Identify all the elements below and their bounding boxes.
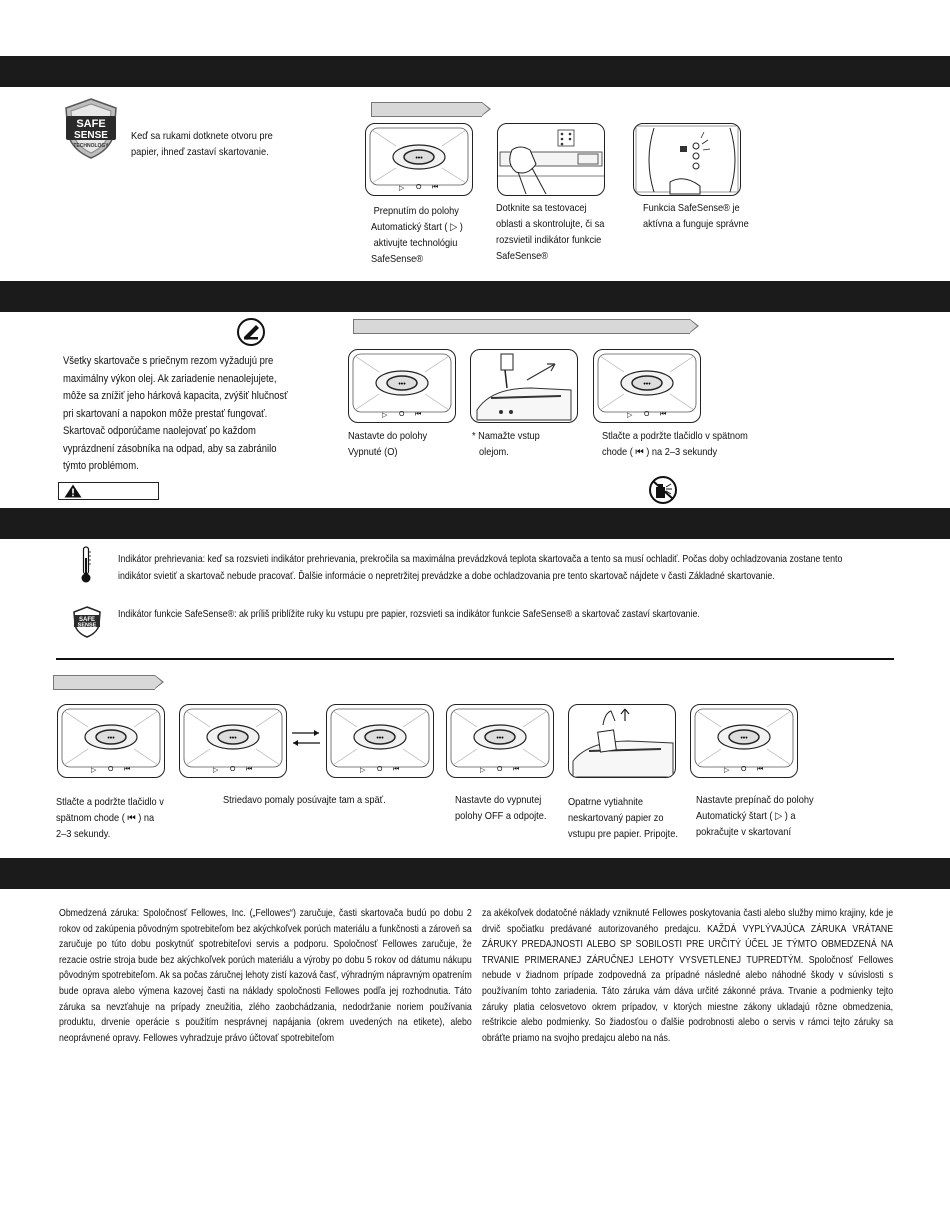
oil-paragraph: Všetky skartovače s priečnym rezom vyžadujú pre maximálny výkon olej. Ak zariadenie nenaolejujete, môže sa znížiť jeho hárková kapacita, zvýšiť hlučnosť pri skartovaní a napokon môže prestať fungovať. Skartovač odporúčame naolejovať po každom vyprázdnení zásobníka na odpad, aby sa zabránilo týmto problémom.	[63, 355, 288, 472]
panel-symbol-reverse: ⏮	[513, 766, 520, 773]
safesense-badge-icon	[60, 96, 122, 160]
warranty-left-column: Obmedzená záruka: Spoločnosť Fellowes, Inc. („Fellowes“) zaručuje, časti skartovača budú po dobu 2 rokov od zakúpenia pôvodným spotrebiteľom bez akýchkoľvek porúch materiálu a funkčnosti a zároveň sa zaručuje po túto dobu poskytnúť spotrebiteľovi servis a podporu. Spoločnosť Fellowes zaručuje, že rezacie ostrie stroja bude bez akýchkoľvek porúch materiálu a výroby po dobu 5 rokov od dátumu nákupu pôvodným spotrebiteľom. Ak sa počas záručnej lehoty zistí kazová časť, výhradným nápravným opatrením bude oprava alebo výmena kazovej časti na náklady spoločnosti Fellowes podľa jej rozhodnutia. Táto záruka sa nevzťahuje na prípady zneužitia, zlého zaobchádzania, nedodržanie noriem používania produktu, drvenie operácie s použitím nesprávnej napájania (okrem uvedených na etikete), alebo neoprávnené opravy. Fellowes vyhradzuje právo účtovať spotrebiteľom	[59, 908, 472, 1044]
panel-symbol-play: ▷	[627, 412, 633, 419]
svg-text:•••: •••	[107, 735, 115, 742]
panel-symbol-reverse: ⏮	[757, 766, 764, 773]
oil-step-2-text: * Namažte vstup olejom.	[472, 430, 540, 458]
jam-step-5-text: Nastavte prepínač do polohy Automatický štart ( ▷ ) a pokračujte v skartovaní	[696, 794, 814, 838]
divider-line	[56, 658, 894, 660]
jam-step-3-text: Nastavte do vypnutej polohy OFF a odpojte.	[455, 794, 547, 822]
jam-arrow	[53, 675, 155, 690]
panel-symbol-off: O	[377, 766, 383, 773]
panel-symbol-reverse: ⏮	[246, 766, 253, 773]
jam-panel-1	[57, 704, 165, 778]
section-header-warranty	[0, 858, 950, 889]
svg-text:•••: •••	[229, 735, 237, 742]
section-header-safesense	[0, 56, 950, 87]
safesense-indicator-text: Indikátor funkcie SafeSense®: ak príliš priblížite ruky ku vstupu pre papier, rozsvieti sa indikátor funkcie SafeSense® a skartovač zastaví skartovanie.	[118, 609, 700, 620]
jam-panel-2b	[326, 704, 434, 778]
safesense-panel-1	[365, 123, 473, 196]
panel-symbol-play: ▷	[213, 767, 219, 774]
panel-symbol-off: O	[399, 411, 405, 418]
panel-symbol-reverse: ⏮	[432, 184, 439, 191]
panel-symbol-play: ▷	[382, 412, 388, 419]
svg-text:•••: •••	[376, 735, 384, 742]
section-header-oiling	[0, 281, 950, 312]
badge-line-technology: TECHNOLOGY	[73, 143, 109, 149]
panel-symbol-play: ▷	[724, 767, 730, 774]
overheat-indicator-text: Indikátor prehrievania: keď sa rozsvieti indikátor prehrievania, prekročila sa maximálna prevádzková teplota skartovača a tento sa musí ochladiť. Počas doby ochladzovania zostane tento indikátor svietiť a skartovač nebude pracovať. Ďalšie informácie o nepretržitej prevádzke a dobe ochladzovania pre tento skartovač nájdete v časti Základné skartovanie.	[118, 554, 843, 582]
safesense-step-3-text: Funkcia SafeSense® je aktívna a funguje správne	[643, 202, 749, 230]
panel-symbol-reverse: ⏮	[660, 411, 667, 418]
svg-text:•••: •••	[415, 155, 423, 162]
panel-symbol-reverse: ⏮	[415, 411, 422, 418]
oil-step-1-text: Nastavte do polohy Vypnuté (O)	[348, 430, 428, 458]
jam-step-1-text: Stlačte a podržte tlačidlo v spätnom chode ( ⏮ ) na 2–3 sekundy.	[56, 796, 164, 840]
safesense-arrow	[371, 102, 482, 117]
panel-symbol-reverse: ⏮	[393, 766, 400, 773]
oil-panel-off	[348, 349, 456, 423]
jam-panel-5	[690, 704, 798, 778]
safesense-step-1-text: Prepnutím do polohy Automatický štart ( ▷ ) aktivujte technológiu SafeSense®	[371, 205, 463, 265]
panel-symbol-play: ▷	[399, 185, 405, 192]
svg-text:•••: •••	[398, 381, 406, 388]
panel-symbol-off: O	[416, 184, 422, 191]
panel-symbol-off: O	[741, 766, 747, 773]
jam-step-4-text: Opatrne vytiahnite neskartovaný papier zo vstupu pre papier. Pripojte.	[568, 796, 678, 840]
jam-panel-2a	[179, 704, 287, 778]
warning-box	[58, 482, 159, 500]
oil-arrow	[353, 319, 690, 334]
small-badge-sense: SENSE	[77, 622, 97, 629]
safesense-intro: Keď sa rukami dotknete otvoru pre papier, ihneď zastaví skartovanie.	[131, 130, 273, 158]
oil-panel-reverse	[593, 349, 701, 423]
jam-paper-removal-illustration	[568, 704, 676, 778]
warranty-right-column: za akékoľvek dodatočné náklady vzniknuté Fellowes poskytovania časti alebo služby mimo krajiny, kde je drvič spočiatku predávané autorizovaného predajcu. KAŽDÁ VYPLÝVAJÚCA ZÁRUKA VRÁTANE ZÁRUKY PREDAJNOSTI ALEBO SP SOBILOSTI PRE URČITÝ ÚČEL JE TÝMTO OBMEDZENÁ NA TRVANIE PRIMERANEJ ZÁRUČNEJ LEHOTY VYSVETLENEJ TUPREDTÝM. Spoločnosť Fellowes nebude v žiadnom prípade zodpovedná za prípadné následné alebo náhodné škody v súvislosti s používaním tohto zariadenia. Táto záruka vám dáva určité zákonné práva. Trvanie a podmienky tejto záruky platia celosvetovo okrem prípadov, v ktorých miestne zákony ukladajú rôzne obmedzenia, reštrikcie alebo podmienky. So žiadosťou o ďalšie podrobnosti alebo o servis v rámci tejto záruky sa obráťte priamo na svojho predajcu alebo na nás.	[482, 908, 894, 1044]
svg-text:•••: •••	[740, 735, 748, 742]
warning-triangle-icon	[63, 483, 83, 499]
oil-bottle-icon	[236, 317, 266, 347]
safesense-step-2-text: Dotknite sa testovacej oblasti a skontrolujte, či sa rozsvietil indikátor funkcie SafeSense®	[496, 202, 605, 262]
panel-symbol-reverse: ⏮	[124, 766, 131, 773]
svg-text:•••: •••	[496, 735, 504, 742]
panel-symbol-play: ▷	[480, 767, 486, 774]
safesense-test-illustration	[497, 123, 605, 196]
back-forth-arrows-icon	[290, 726, 322, 750]
section-header-indicators	[0, 508, 950, 539]
badge-line-sense: SENSE	[74, 130, 108, 141]
panel-symbol-play: ▷	[91, 767, 97, 774]
safesense-small-badge-icon	[72, 606, 102, 638]
jam-panel-3	[446, 704, 554, 778]
jam-step-2-text: Striedavo pomaly posúvajte tam a späť.	[223, 794, 386, 806]
safesense-active-illustration	[633, 123, 741, 196]
oil-inlet-illustration	[470, 349, 578, 423]
panel-symbol-off: O	[108, 766, 114, 773]
no-aerosol-oil-icon	[648, 475, 678, 505]
small-badge-safe: SAFE	[78, 617, 96, 623]
panel-symbol-off: O	[230, 766, 236, 773]
thermometer-icon	[80, 546, 92, 584]
svg-text:•••: •••	[643, 381, 651, 388]
panel-symbol-off: O	[497, 766, 503, 773]
oil-step-3-text: Stlačte a podržte tlačidlo v spätnom chode ( ⏮ ) na 2–3 sekundy	[602, 430, 748, 458]
badge-line-safe: SAFE	[76, 118, 106, 130]
panel-symbol-off: O	[644, 411, 650, 418]
panel-symbol-play: ▷	[360, 767, 366, 774]
